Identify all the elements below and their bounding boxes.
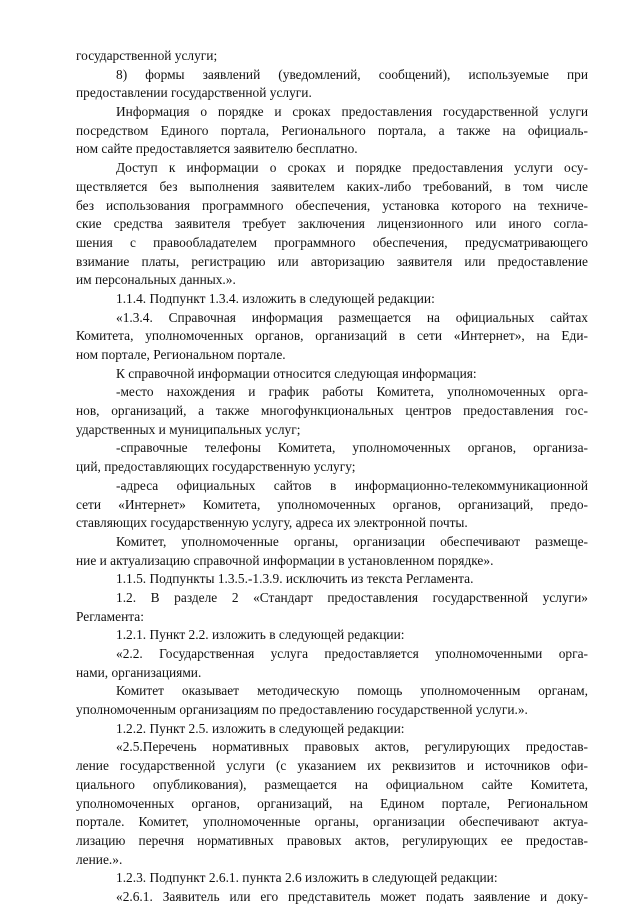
text-line: ций, предоставляющих государственную услугу;: [76, 459, 356, 475]
document-body: [76, 47, 588, 907]
text-line: им персональных данных.».: [76, 272, 236, 288]
text-line: ние и актуализацию справочной информации в установленном порядке».: [76, 552, 494, 568]
text-line: ществляется без выполнения заявителем каких-либо требований, в том числе: [76, 178, 588, 194]
text-line: Комитет, уполномоченные органы, организации обеспечивают размеще-: [116, 533, 588, 549]
text-line: посредством Единого портала, Регионального портала, а также на официаль-: [76, 122, 588, 138]
text-line: взимание платы, регистрацию или авторизацию заявителя или предоставление: [76, 253, 588, 269]
text-line: Регламента:: [76, 608, 144, 624]
text-line: уполномоченным организациям по предоставлению государственной услуги.».: [76, 702, 528, 718]
text-line: ление государственной услуги (с указанием их реквизитов и источников офи-: [76, 758, 588, 774]
text-line: ские средства заявителя требует заключения лицензионного или иного согла-: [76, 216, 588, 232]
text-line: циального опубликования), размещается на официальном сайте Комитета,: [76, 776, 588, 792]
text-line: нами, организациями.: [76, 664, 202, 680]
text-line: портале. Комитет, уполномоченные органы, организации обеспечивают актуа-: [76, 814, 588, 830]
text-line: лизацию перечня нормативных правовых актов, регулирующих ее предостав-: [76, 832, 588, 848]
text-line: -место нахождения и график работы Комитета, уполномоченных орга-: [116, 384, 588, 400]
text-line: Комитет оказывает методическую помощь уполномоченным органам,: [116, 683, 588, 699]
text-line: государственной услуги;: [76, 48, 218, 63]
text-line: ном портале, Региональном портале.: [76, 347, 286, 362]
text-line: 1.1.4. Подпункт 1.3.4. изложить в следующей редакции:: [116, 290, 435, 306]
text-line: шения с правообладателем программного обеспечения, предусматривающего: [76, 234, 588, 250]
text-line: 1.2.1. Пункт 2.2. изложить в следующей редакции:: [116, 627, 405, 643]
text-line: без использования программного обеспечения, установка которого на техниче-: [76, 197, 588, 213]
text-line: -адреса официальных сайтов в информационно-телекоммуникационной: [116, 477, 588, 493]
text-line: «2.2. Государственная услуга предоставляется уполномоченными орга-: [116, 646, 588, 661]
text-line: сети «Интернет» Комитета, уполномоченных органов, организаций, предо-: [76, 496, 588, 512]
text-line: Доступ к информации о сроках и порядке предоставления услуги осу-: [116, 160, 588, 176]
text-line: Комитета, уполномоченных органов, организаций в сети «Интернет», на Еди-: [76, 328, 588, 344]
text-line: К справочной информации относится следующая информация:: [116, 365, 477, 381]
text-line: «2.5.Перечень нормативных правовых актов, регулирующих предостав-: [116, 739, 588, 755]
text-line: 1.1.5. Подпункты 1.3.5.-1.3.9. исключить из текста Регламента.: [116, 571, 474, 587]
text-line: уполномоченных органов, организаций, на Едином портале, Региональном: [76, 795, 588, 811]
text-line: 8) формы заявлений (уведомлений, сообщений), используемые при: [116, 66, 588, 82]
text-line: -справочные телефоны Комитета, уполномоченных органов, организа-: [116, 440, 588, 456]
text-line: ударственных и муниципальных услуг;: [76, 421, 301, 437]
text-line: 1.2.3. Подпункт 2.6.1. пункта 2.6 изложить в следующей редакции:: [116, 870, 498, 886]
text-line: ном сайте предоставляется заявителю бесплатно.: [76, 141, 358, 157]
text-line: ление.».: [76, 851, 123, 867]
text-line: нов, организаций, а также многофункциональных центров предоставления гос-: [76, 403, 588, 419]
text-line: предоставлении государственной услуги.: [76, 85, 312, 101]
text-line: ставляющих государственную услугу, адреса их электронной почты.: [76, 515, 468, 531]
text-line: Информация о порядке и сроках предоставления государственной услуги: [116, 104, 588, 120]
text-line: 1.2.2. Пункт 2.5. изложить в следующей редакции:: [116, 720, 405, 736]
text-line: «2.6.1. Заявитель или его представитель может подать заявление и доку-: [116, 888, 588, 904]
text-line: 1.2. В разделе 2 «Стандарт предоставления государственной услуги»: [116, 589, 588, 605]
text-line: «1.3.4. Справочная информация размещается на официальных сайтах: [116, 309, 588, 325]
